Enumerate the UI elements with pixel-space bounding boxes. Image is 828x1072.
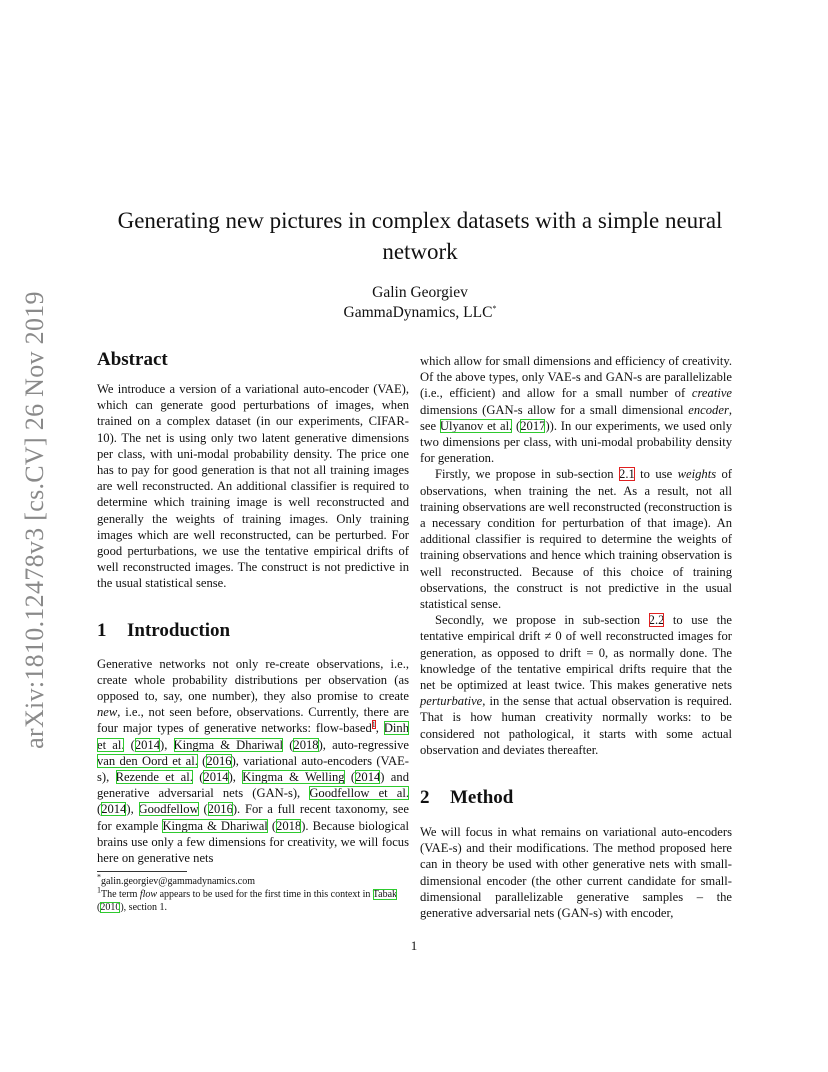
section-number: 2 xyxy=(420,787,430,809)
citation-link[interactable]: van den Oord et al. xyxy=(97,753,198,768)
citation-year-link[interactable]: 2014 xyxy=(203,770,229,785)
footnote-email: *galin.georgiev@gammadynamics.com xyxy=(97,872,255,887)
footnote-flow: $^1$The term flow appears to be used for the first time in this context in Tabak (2010), section 1. xyxy=(97,885,398,913)
citation-link[interactable]: Ulyanov et al. xyxy=(439,418,513,433)
abstract-text: We introduce a version of a variational auto-encoder (VAE), which can generate good perturbations of images, when trained on a complex dataset (in our experiments, CIFAR-10). The net is using only two latent generative dimensions per class, with uni-modal probability density. The price one has to pay for good generation is that not all training images are well reconstructed. An additional classifier is required to determine which training image is well reconstructed and generally the weights of training images. Only training images which are well reconstructed, can be perturbed. For good perturbations, we use the tentative empirical drifts of well reconstructed images. The construct is not predictive in the usual statistical sense. xyxy=(97,382,409,591)
method-paragraph: We will focus in what remains on variational auto-encoders (VAE-s) and their modifications. The method proposed here can in theory be used with other generative nets with small-dimensional encoder (the other current candidate for small-dimensional parallelizable generative samples – the generative adversarial nets (GAN-s) with encoder, xyxy=(420,825,732,921)
abstract-heading: Abstract xyxy=(97,349,168,370)
left-column xyxy=(97,349,409,866)
page-number: 1 xyxy=(410,938,418,953)
citation-year-link[interactable]: 2016 xyxy=(206,753,232,768)
citation-link[interactable]: Kingma & Dhariwal xyxy=(162,818,268,833)
author-name: Galin Georgiev xyxy=(372,284,468,301)
citation-link[interactable]: Rezende et al. xyxy=(115,770,193,785)
footnote-rule xyxy=(97,871,187,872)
citation-year-link[interactable]: 2014 xyxy=(355,770,381,785)
section-heading-method xyxy=(420,787,732,809)
citation-year-link[interactable]: 2016 xyxy=(207,802,233,817)
citation-link[interactable]: Kingma & Welling xyxy=(242,770,345,785)
footnote-link[interactable]: 1 xyxy=(371,720,376,730)
introduction-paragraph-continued: which allow for small dimensions and efficiency of creativity. Of the above types, only VAE-s and GAN-s are parallelizable (i.e., efficient) and allow for a small number of creative dimensions (GAN-s allow for a small dimensional encoder, see Ulyanov et al. (2017)). In our experiments, we used only two dimensions per class, with uni-modal probability density for generation. xyxy=(420,354,733,466)
citation-link[interactable]: Tabak xyxy=(372,889,398,900)
citation-link[interactable]: Goodfellow xyxy=(138,802,199,817)
section-number: 1 xyxy=(97,619,107,641)
citation-year-link[interactable]: 2018 xyxy=(293,737,319,752)
citation-year-link[interactable]: 2010 xyxy=(100,902,121,913)
arxiv-id-text: arXiv:1810.12478v3 [cs.CV] 26 Nov 2019 xyxy=(20,291,49,749)
citation-link[interactable]: Goodfellow et al. xyxy=(309,786,410,801)
citation-link[interactable]: Kingma & Dhariwal xyxy=(173,737,284,752)
citation-year-link[interactable]: 2017 xyxy=(520,418,546,433)
paper-title: Generating new pictures in complex datasets with a simple neural network xyxy=(117,208,723,264)
right-column xyxy=(420,353,732,921)
citation-year-link[interactable]: 2014 xyxy=(134,737,161,752)
citation-link[interactable]: Dinh et al. xyxy=(97,721,409,752)
section-ref-link[interactable]: 2.1 xyxy=(619,467,635,482)
author-block xyxy=(90,283,750,323)
author-affiliation: GammaDynamics, LLC* xyxy=(343,303,497,321)
affiliation-footnote-mark[interactable]: * xyxy=(492,303,497,313)
citation-year-link[interactable]: 2018 xyxy=(276,818,302,833)
citation-year-link[interactable]: 2014 xyxy=(101,802,127,817)
section-title: Introduction xyxy=(127,619,231,641)
introduction-paragraph: Generative networks not only re-create observations, i.e., create whole probability distributions per observation (as opposed to, say, one number), they also promise to create new, i.e., not seen before, observations. Currently, there are four major types of generative networks: flow-based$^1$, Dinh et al. (2014), Kingma & Dhariwal (2018), auto-regressive van den Oord et al. (2016), variational auto-encoders (VAE-s), Rezende et al. (2014), Kingma & Welling (2014) and generative adversarial nets (GAN-s), Goodfellow et al. (2014), Goodfellow (2016). For a full recent taxonomy, see for example Kingma & Dhariwal (2018). Because biological brains use only a few dimensions for creativity, we will focus here on generative nets xyxy=(97,656,410,866)
section-heading-introduction xyxy=(97,620,409,642)
section-title: Method xyxy=(450,787,514,809)
introduction-paragraph-firstly: Firstly, we propose in sub-section 2.1 to use weights of observations, when training the net. As a result, not all training observations are well reconstructed (reconstruction is a necessary condition for perturbation of that image). An additional classifier is required to determine the weights of training observations and hence which training observation is well reconstructed. Because of this choice of training observations, the construct is not predictive in the usual statistical sense. xyxy=(420,467,733,612)
section-ref-link[interactable]: 2.2 xyxy=(648,613,665,628)
introduction-paragraph-secondly: Secondly, we propose in sub-section 2.2 to use the tentative empirical drift ≠ 0 of well reconstructed images for generation, as opposed to drift = 0, as normally done. The knowledge of the tentative empirical drifts require that the net be optimized at least twice. This makes generative nets perturbative, in the sense that actual observation is required. That is how human creativity normally works: to be considered not pathological, it starts with some actual observation and deviates thereafter. xyxy=(420,613,732,757)
arxiv-identifier xyxy=(10,280,60,760)
